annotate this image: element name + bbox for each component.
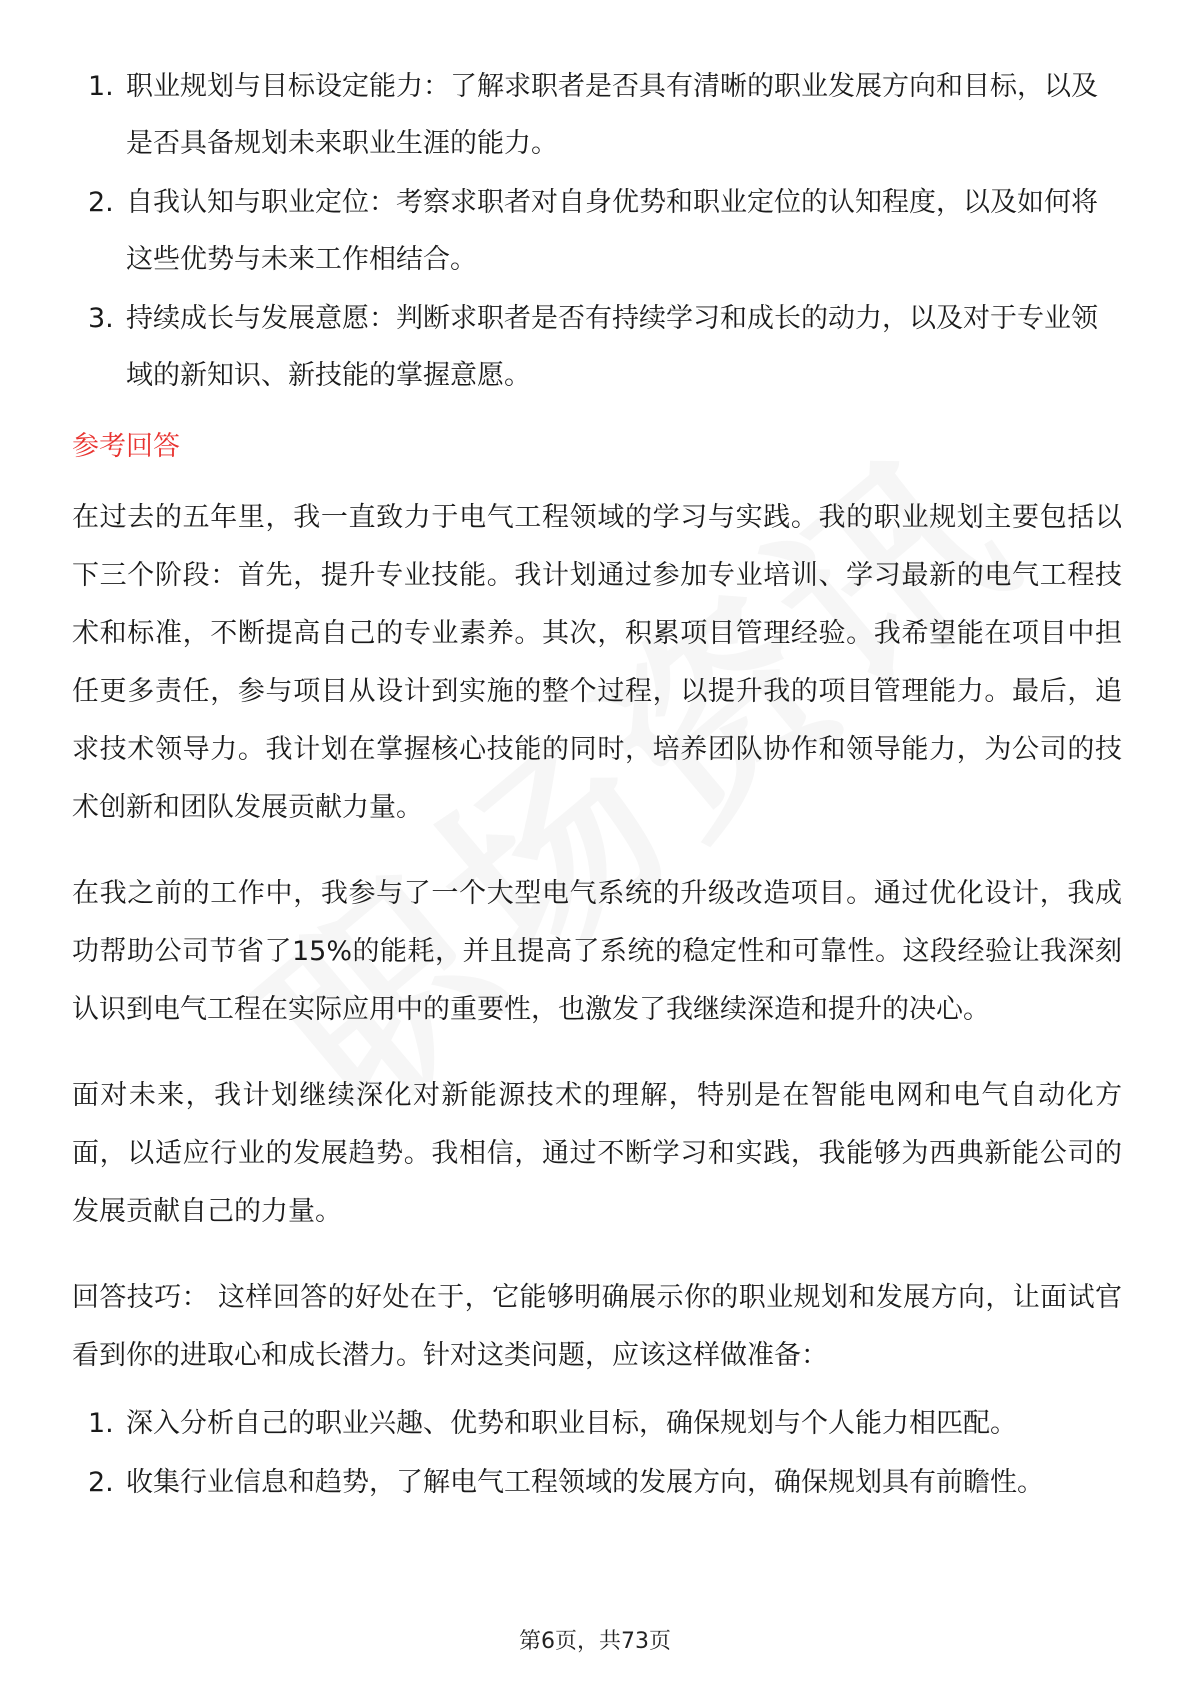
list-item <box>72 58 1122 172</box>
list-number: 2. <box>88 1467 114 1498</box>
page-footer: 第6页，共73页 <box>519 1629 671 1654</box>
list-item <box>72 1454 1122 1511</box>
preparation-list <box>72 1395 1122 1511</box>
list-item-text: 自我认知与职业定位：考察求职者对自身优势和职业定位的认知程度，以及如何将这些优势与未来工作相结合。 <box>126 187 1098 275</box>
tips-paragraph: 回答技巧： 这样回答的好处在于，它能够明确展示你的职业规划和发展方向，让面试官看到你的进取心和成长潜力。针对这类问题，应该这样做准备： <box>72 1282 1122 1371</box>
criteria-list <box>72 58 1122 404</box>
section-title: 参考回答 <box>72 431 180 462</box>
list-item-text: 持续成长与发展意愿：判断求职者是否有持续学习和成长的动力，以及对于专业领域的新知识、新技能的掌握意愿。 <box>126 303 1098 391</box>
answer-paragraph: 在过去的五年里，我一直致力于电气工程领域的学习与实践。我的职业规划主要包括以下三个阶段：首先，提升专业技能。我计划通过参加专业培训、学习最新的电气工程技术和标准，不断提高自己的专业素养。其次，积累项目管理经验。我希望能在项目中担任更多责任，参与项目从设计到实施的整个过程，以提升我的项目管理能力。最后，追求技术领导力。我计划在掌握核心技能的同时，培养团队协作和领导能力，为公司的技术创新和团队发展贡献力量。 <box>72 502 1122 823</box>
answer-paragraph: 在我之前的工作中，我参与了一个大型电气系统的升级改造项目。通过优化设计，我成功帮助公司节省了15%的能耗，并且提高了系统的稳定性和可靠性。这段经验让我深刻认识到电气工程在实际应用中的重要性，也激发了我继续深造和提升的决心。 <box>72 878 1122 1025</box>
list-item-text: 收集行业信息和趋势，了解电气工程领域的发展方向，确保规划具有前瞻性。 <box>126 1467 1044 1498</box>
list-number: 2. <box>88 187 114 218</box>
list-number: 1. <box>88 71 114 102</box>
list-item-text: 职业规划与目标设定能力：了解求职者是否具有清晰的职业发展方向和目标，以及是否具备规划未来职业生涯的能力。 <box>126 71 1098 159</box>
document-body <box>72 58 1122 1513</box>
list-number: 3. <box>88 303 114 334</box>
list-item-text: 深入分析自己的职业兴趣、优势和职业目标，确保规划与个人能力相匹配。 <box>126 1408 1017 1439</box>
answer-paragraph: 面对未来，我计划继续深化对新能源技术的理解，特别是在智能电网和电气自动化方面，以适应行业的发展趋势。我相信，通过不断学习和实践，我能够为西典新能公司的发展贡献自己的力量。 <box>72 1080 1122 1227</box>
list-item <box>72 1395 1122 1452</box>
list-number: 1. <box>88 1408 114 1439</box>
list-item <box>72 174 1122 288</box>
list-item <box>72 290 1122 404</box>
